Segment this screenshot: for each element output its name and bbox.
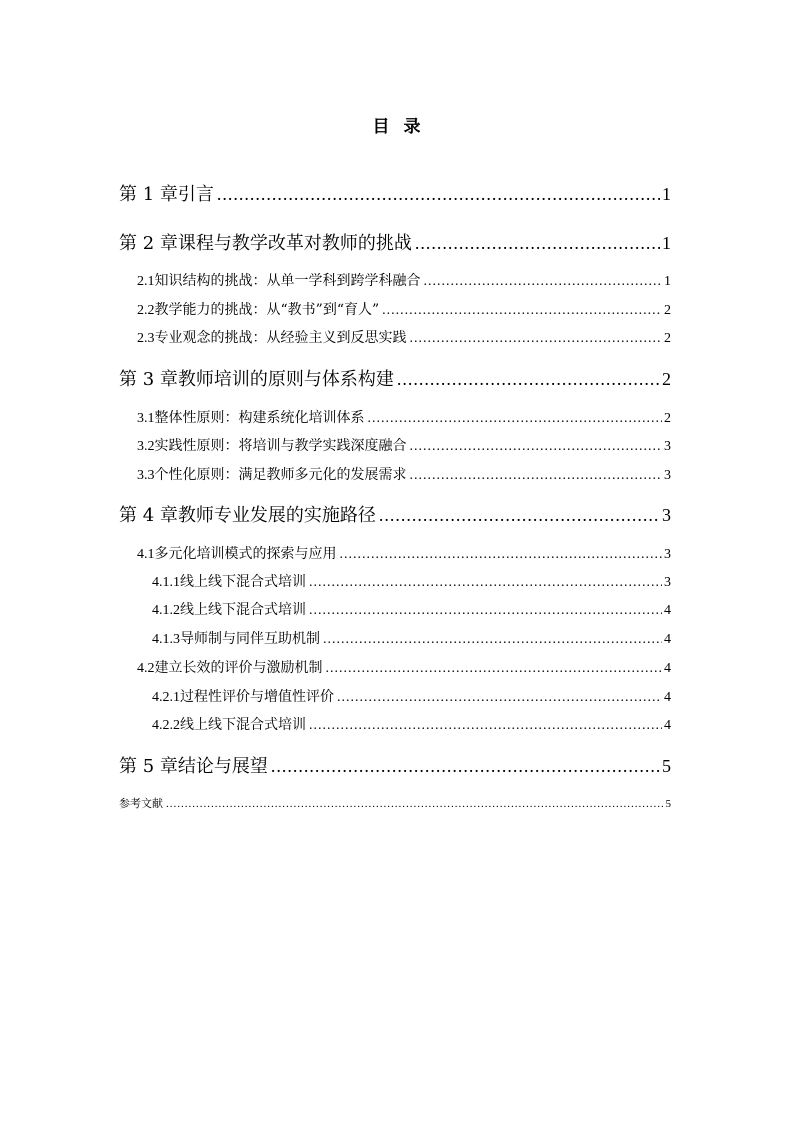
toc-entry-chapter-4[interactable] <box>119 501 671 527</box>
toc-leader-dots <box>340 547 663 563</box>
toc-entry-number: 4.2 <box>137 661 155 676</box>
toc-entry-page: 3 <box>664 439 671 454</box>
toc-entry-page: 3 <box>664 468 671 483</box>
toc-leader-dots <box>397 369 660 390</box>
toc-entry-page: 2 <box>664 411 671 426</box>
toc-entry-section-3-3[interactable] <box>137 464 671 484</box>
toc-entry-subsection-4-1-1[interactable] <box>152 571 671 591</box>
toc-entry-number: 4.1.2 <box>152 603 180 618</box>
toc-entry-page: 1 <box>662 184 671 204</box>
toc-entry-page: 3 <box>664 575 671 590</box>
toc-entry-label: 知识结构的挑战：从单一学科到跨学科融合 <box>154 273 421 289</box>
toc-entry-chapter-1[interactable] <box>119 180 671 206</box>
toc-entry-number: 第 3 章 <box>119 369 178 390</box>
toc-title-char-1: 目 <box>372 117 390 137</box>
toc-entry-page: 1 <box>662 233 671 253</box>
toc-entry-label: 结论与展望 <box>177 756 268 777</box>
toc-entry-section-3-1[interactable] <box>137 407 671 427</box>
toc-entry-page: 4 <box>664 603 671 618</box>
toc-entry-page: 2 <box>664 331 671 346</box>
toc-entry-page: 5 <box>662 756 671 776</box>
toc-entry-label: 整体性原则：构建系统化培训体系 <box>154 410 365 426</box>
toc-entry-number: 第 1 章 <box>119 184 178 205</box>
toc-entry-references[interactable] <box>119 795 671 811</box>
toc-leader-dots <box>382 303 662 319</box>
toc-entry-number: 第 2 章 <box>119 233 178 254</box>
toc-entry-subsection-4-2-2[interactable] <box>152 714 671 734</box>
toc-entry-label: 实践性原则：将培训与教学实践深度融合 <box>154 438 407 454</box>
toc-entry-page: 4 <box>664 718 671 733</box>
toc-entry-label: 线上线下混合式培训 <box>180 717 306 733</box>
toc-title <box>0 112 793 137</box>
toc-leader-dots <box>415 233 660 254</box>
toc-leader-dots <box>271 756 660 777</box>
toc-entry-page: 2 <box>664 303 671 318</box>
toc-entry-chapter-2[interactable] <box>119 229 671 255</box>
toc-entry-page: 4 <box>664 690 671 705</box>
toc-entry-label: 线上线下混合式培训 <box>180 602 306 618</box>
toc-leader-dots <box>379 505 660 526</box>
toc-leader-dots <box>326 661 663 677</box>
toc-entry-section-2-1[interactable] <box>137 270 671 290</box>
toc-entry-number: 4.1.3 <box>152 632 180 647</box>
toc-entry-number: 4.2.1 <box>152 690 180 705</box>
toc-entry-label: 教师专业发展的实施路径 <box>177 505 376 526</box>
toc-leader-dots <box>166 798 664 810</box>
toc-entry-label: 线上线下混合式培训 <box>180 574 306 590</box>
toc-entry-chapter-3[interactable] <box>119 365 671 391</box>
toc-entry-number: 第 5 章 <box>119 756 178 777</box>
toc-entry-section-4-2[interactable] <box>137 657 671 677</box>
toc-entry-number: 4.1 <box>137 547 155 562</box>
toc-entry-number: 2.1 <box>137 274 155 289</box>
toc-entry-label: 过程性评价与增值性评价 <box>180 689 334 705</box>
toc-entry-number: 4.1.1 <box>152 575 180 590</box>
toc-entry-number: 2.3 <box>137 331 155 346</box>
toc-entry-number: 4.2.2 <box>152 718 180 733</box>
toc-leader-dots <box>410 439 663 455</box>
toc-entry-number: 第 4 章 <box>119 505 178 526</box>
toc-leader-dots <box>337 690 662 706</box>
toc-entry-page: 1 <box>664 274 671 289</box>
toc-entry-page: 2 <box>662 369 671 389</box>
toc-entry-label: 建立长效的评价与激励机制 <box>154 660 323 676</box>
toc-entry-number: 3.1 <box>137 411 155 426</box>
toc-leader-dots <box>368 411 663 427</box>
toc-entry-page: 4 <box>664 632 671 647</box>
toc-entry-page: 3 <box>664 547 671 562</box>
toc-entry-subsection-4-1-2[interactable] <box>152 599 671 619</box>
toc-entry-label: 参考文献 <box>119 797 163 810</box>
toc-entry-section-4-1[interactable] <box>137 543 671 563</box>
toc-entry-label: 引言 <box>177 184 214 205</box>
toc-leader-dots <box>410 331 663 347</box>
toc-entry-page: 5 <box>665 798 671 810</box>
toc-leader-dots <box>309 575 662 591</box>
toc-entry-subsection-4-1-3[interactable] <box>152 628 671 648</box>
toc-leader-dots <box>410 468 663 484</box>
toc-entry-number: 2.2 <box>137 303 155 318</box>
toc-leader-dots <box>323 632 662 648</box>
toc-entry-page: 4 <box>664 661 671 676</box>
toc-entry-chapter-5[interactable] <box>119 752 671 778</box>
toc-leader-dots <box>424 274 663 290</box>
toc-entry-number: 3.2 <box>137 439 155 454</box>
toc-entry-section-2-2[interactable] <box>137 299 671 319</box>
toc-entry-label: 导师制与同伴互助机制 <box>180 631 320 647</box>
toc-entry-page: 3 <box>662 505 671 525</box>
toc-entry-subsection-4-2-1[interactable] <box>152 686 671 706</box>
toc-entry-label: 课程与教学改革对教师的挑战 <box>177 233 412 254</box>
toc-entry-label: 个性化原则：满足教师多元化的发展需求 <box>154 467 407 483</box>
toc-title-char-2: 录 <box>403 117 421 137</box>
toc-entry-label: 专业观念的挑战：从经验主义到反思实践 <box>154 330 407 346</box>
toc-entry-section-3-2[interactable] <box>137 435 671 455</box>
toc-entry-label: 多元化培训模式的探索与应用 <box>154 546 337 562</box>
toc-entry-label: 教学能力的挑战：从“教书”到“育人” <box>154 302 380 318</box>
toc-leader-dots <box>309 603 662 619</box>
toc-leader-dots <box>217 184 660 205</box>
toc-entry-number: 3.3 <box>137 468 155 483</box>
toc-leader-dots <box>309 718 662 734</box>
toc-entry-section-2-3[interactable] <box>137 327 671 347</box>
toc-entry-label: 教师培训的原则与体系构建 <box>177 369 394 390</box>
